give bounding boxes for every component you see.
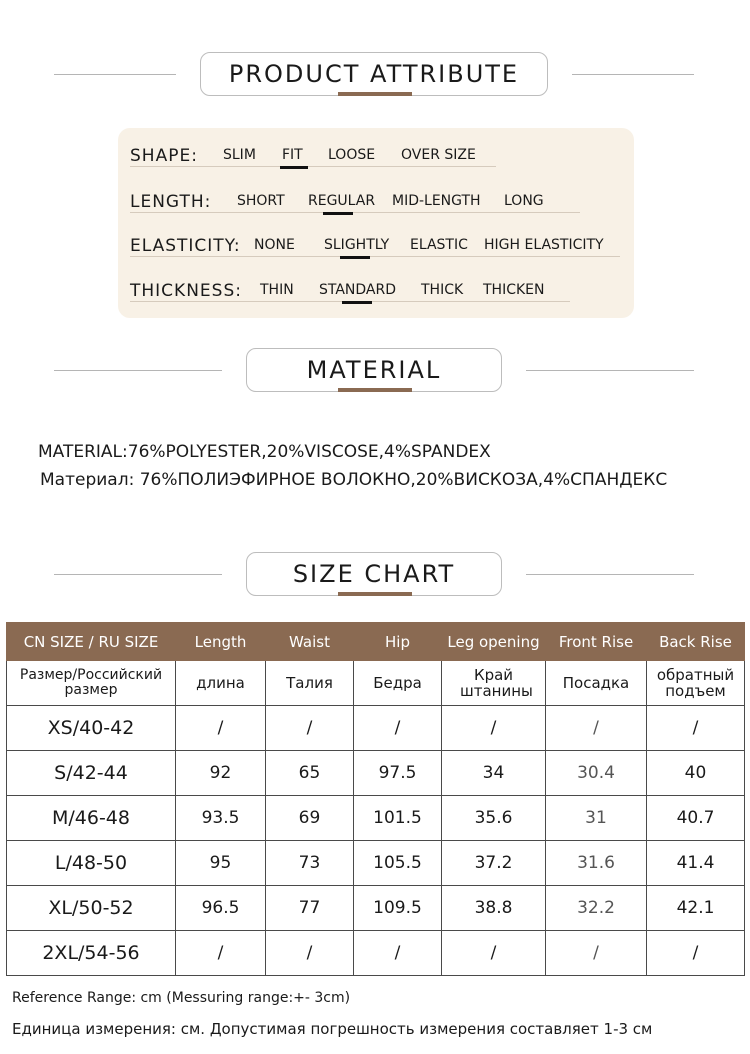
header-ru-leg-opening: Край штанины bbox=[442, 661, 546, 706]
selected-marker bbox=[280, 166, 308, 169]
measurement-cell: / bbox=[647, 931, 745, 976]
measurement-note-ru: Единица измерения: см. Допустимая погрешность измерения составляет 1-3 см bbox=[12, 1020, 653, 1038]
table-header-row-ru bbox=[7, 661, 745, 706]
table-row bbox=[7, 706, 745, 751]
header-length: Length bbox=[176, 623, 266, 661]
attr-option: THICK bbox=[421, 282, 464, 298]
attr-label: ELASTICITY: bbox=[130, 236, 241, 256]
attr-option: MID-LENGTH bbox=[392, 193, 481, 209]
measurement-cell: 31 bbox=[546, 796, 647, 841]
measurement-cell: 109.5 bbox=[354, 886, 442, 931]
measurement-cell: / bbox=[442, 706, 546, 751]
measurement-cell: 30.4 bbox=[546, 751, 647, 796]
divider-line bbox=[54, 574, 222, 575]
attr-option-selected: FIT bbox=[282, 147, 303, 163]
product-attribute-header bbox=[0, 52, 750, 100]
measurement-cell: 77 bbox=[266, 886, 354, 931]
attr-option: THIN bbox=[260, 282, 294, 298]
header-cn-size: CN SIZE / RU SIZE bbox=[7, 623, 176, 661]
measurement-cell: 92 bbox=[176, 751, 266, 796]
header-hip: Hip bbox=[354, 623, 442, 661]
selected-marker bbox=[323, 212, 353, 215]
material-text-ru: Материал: 76%ПОЛИЭФИРНОЕ ВОЛОКНО,20%ВИСКОЗА,4%СПАНДЕКС bbox=[40, 470, 668, 490]
measurement-cell: / bbox=[266, 706, 354, 751]
measurement-cell: 41.4 bbox=[647, 841, 745, 886]
size-cell: XL/50-52 bbox=[7, 886, 176, 931]
attr-row-line bbox=[130, 256, 620, 257]
table-row bbox=[7, 751, 745, 796]
measurement-cell: / bbox=[442, 931, 546, 976]
attr-option: HIGH ELASTICITY bbox=[484, 237, 604, 253]
measurement-cell: 97.5 bbox=[354, 751, 442, 796]
measurement-cell: 32.2 bbox=[546, 886, 647, 931]
measurement-cell: 37.2 bbox=[442, 841, 546, 886]
size-cell: L/48-50 bbox=[7, 841, 176, 886]
divider-line bbox=[526, 370, 694, 371]
title-underline bbox=[338, 388, 412, 392]
attr-option: LONG bbox=[504, 193, 544, 209]
size-cell: 2XL/54-56 bbox=[7, 931, 176, 976]
header-front-rise: Front Rise bbox=[546, 623, 647, 661]
table-row bbox=[7, 886, 745, 931]
table-header-row bbox=[7, 623, 745, 661]
attr-row-thickness bbox=[130, 273, 620, 303]
measurement-cell: 35.6 bbox=[442, 796, 546, 841]
size-chart-table bbox=[6, 622, 745, 976]
measurement-cell: 69 bbox=[266, 796, 354, 841]
header-ru-front-rise: Посадка bbox=[546, 661, 647, 706]
attr-option-selected: SLIGHTLY bbox=[324, 237, 390, 253]
measurement-cell: / bbox=[176, 931, 266, 976]
table-row bbox=[7, 931, 745, 976]
attribute-panel bbox=[118, 128, 634, 318]
attr-option: THICKEN bbox=[483, 282, 545, 298]
attr-option: ELASTIC bbox=[410, 237, 468, 253]
attr-label: LENGTH: bbox=[130, 192, 212, 212]
attr-row-elasticity bbox=[130, 228, 634, 258]
divider-line bbox=[526, 574, 694, 575]
measurement-cell: 105.5 bbox=[354, 841, 442, 886]
measurement-cell: / bbox=[546, 931, 647, 976]
divider-line bbox=[572, 74, 694, 75]
attr-label: THICKNESS: bbox=[130, 281, 242, 301]
measurement-cell: 65 bbox=[266, 751, 354, 796]
size-cell: M/46-48 bbox=[7, 796, 176, 841]
attr-option: SLIM bbox=[223, 147, 256, 163]
measurement-cell: 101.5 bbox=[354, 796, 442, 841]
attr-option: LOOSE bbox=[328, 147, 376, 163]
header-back-rise: Back Rise bbox=[647, 623, 745, 661]
measurement-cell: / bbox=[354, 931, 442, 976]
attr-option: NONE bbox=[254, 237, 295, 253]
attr-row-length bbox=[130, 184, 620, 214]
header-ru-waist: Талия bbox=[266, 661, 354, 706]
measurement-cell: 42.1 bbox=[647, 886, 745, 931]
header-ru-length: длина bbox=[176, 661, 266, 706]
attr-label: SHAPE: bbox=[130, 146, 198, 166]
attr-row-shape bbox=[130, 138, 620, 168]
measurement-cell: 34 bbox=[442, 751, 546, 796]
table-row bbox=[7, 796, 745, 841]
header-ru-size: Размер/Российский размер bbox=[7, 661, 176, 706]
selected-marker bbox=[340, 256, 370, 259]
measurement-cell: 73 bbox=[266, 841, 354, 886]
attr-row-line bbox=[130, 212, 580, 213]
header-waist: Waist bbox=[266, 623, 354, 661]
measurement-cell: 96.5 bbox=[176, 886, 266, 931]
attr-option-selected: STANDARD bbox=[319, 282, 397, 298]
material-header bbox=[0, 348, 750, 396]
measurement-cell: / bbox=[546, 706, 647, 751]
size-chart-header bbox=[0, 552, 750, 600]
material-title: MATERIAL bbox=[246, 348, 502, 392]
header-leg-opening: Leg opening bbox=[442, 623, 546, 661]
measurement-cell: / bbox=[176, 706, 266, 751]
product-attribute-title: PRODUCT ATTRIBUTE bbox=[200, 52, 548, 96]
divider-line bbox=[54, 370, 222, 371]
measurement-cell: 38.8 bbox=[442, 886, 546, 931]
measurement-cell: 40 bbox=[647, 751, 745, 796]
measurement-cell: 93.5 bbox=[176, 796, 266, 841]
measurement-cell: 31.6 bbox=[546, 841, 647, 886]
measurement-cell: / bbox=[647, 706, 745, 751]
title-underline bbox=[338, 592, 412, 596]
header-ru-hip: Бедра bbox=[354, 661, 442, 706]
size-cell: XS/40-42 bbox=[7, 706, 176, 751]
attr-option-selected: REGULAR bbox=[308, 193, 376, 209]
measurement-cell: 40.7 bbox=[647, 796, 745, 841]
material-text-en: MATERIAL:76%POLYESTER,20%VISCOSE,4%SPANDEX bbox=[38, 442, 491, 462]
reference-range-note: Reference Range: cm (Messuring range:+- 3cm) bbox=[12, 990, 351, 1006]
header-ru-back-rise: обратный подъем bbox=[647, 661, 745, 706]
attr-option: SHORT bbox=[237, 193, 285, 209]
title-underline bbox=[338, 92, 412, 96]
attr-option: OVER SIZE bbox=[401, 147, 476, 163]
attr-row-line bbox=[130, 166, 496, 167]
measurement-cell: / bbox=[354, 706, 442, 751]
size-chart-title: SIZE CHART bbox=[246, 552, 502, 596]
measurement-cell: 95 bbox=[176, 841, 266, 886]
divider-line bbox=[54, 74, 176, 75]
table-row bbox=[7, 841, 745, 886]
selected-marker bbox=[342, 301, 372, 304]
size-cell: S/42-44 bbox=[7, 751, 176, 796]
measurement-cell: / bbox=[266, 931, 354, 976]
